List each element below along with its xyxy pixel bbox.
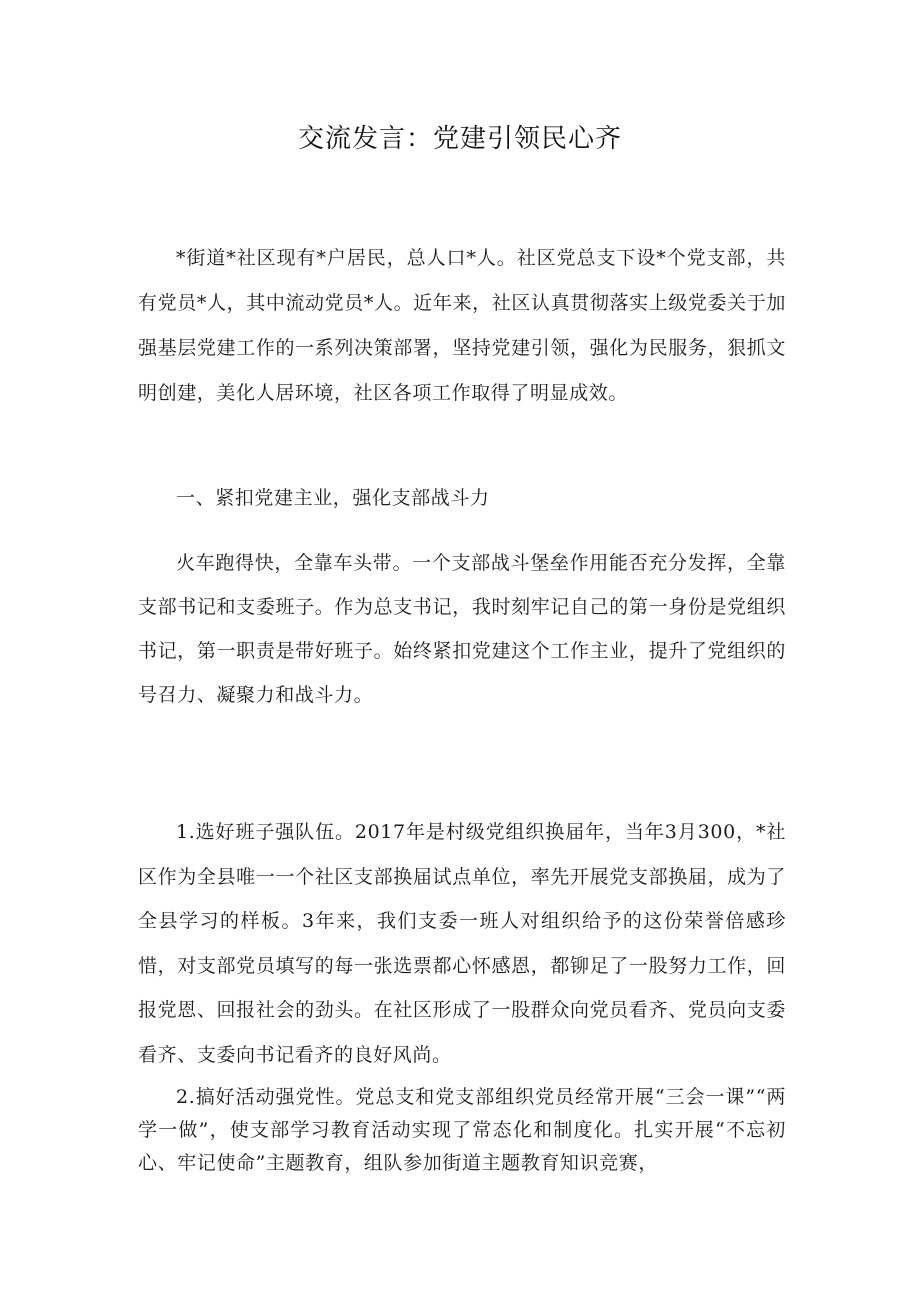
- document-title: 交流发言：党建引领民心齐: [297, 124, 622, 154]
- paragraph-intro: *街道*社区现有*户居民，总人口*人。社区党总支下设*个党支部，共有党员*人，其中流动党员*人。近年来，社区认真贯彻落实上级党委关于加强基层党建工作的一系列决策部署，坚持党建引领，强化为民服务，狠抓文明创建，美化人居环境，社区各项工作取得了明显成效。: [138, 247, 786, 404]
- paragraph-item-2: 2.搞好活动强党性。党总支和党支部组织党员经常开展“三会一课”“两学一做”，使支部学习教育活动实现了常态化和制度化。扎实开展“不忘初心、牢记使命”主题教育，组队参加街道主题教育知识竞赛，: [138, 1086, 786, 1174]
- section-heading-1: 一、紧扣党建主业，强化支部战斗力: [176, 487, 490, 509]
- paragraph-item-1: 1.选好班子强队伍。2017年是村级党组织换届年，当年3月300，*社区作为全县唯一一个社区支部换届试点单位，率先开展党支部换届，成为了全县学习的样板。3年来，我们支委一班人对组织给予的这份荣誉倍感珍惜，对支部党员填写的每一张选票都心怀感恩，都铆足了一股努力工作，回报党恩、回报社会的劲头。在社区形成了一股群众向党员看齐、党员向支委看齐、支委向书记看齐的良好风尚。: [138, 821, 786, 1066]
- paragraph-section-1: 火车跑得快，全靠车头带。一个支部战斗堡垒作用能否充分发挥，全靠支部书记和支委班子。作为总支书记，我时刻牢记自己的第一身份是党组织书记，第一职责是带好班子。始终紧扣党建这个工作主业，提升了党组织的号召力、凝聚力和战斗力。: [138, 552, 786, 706]
